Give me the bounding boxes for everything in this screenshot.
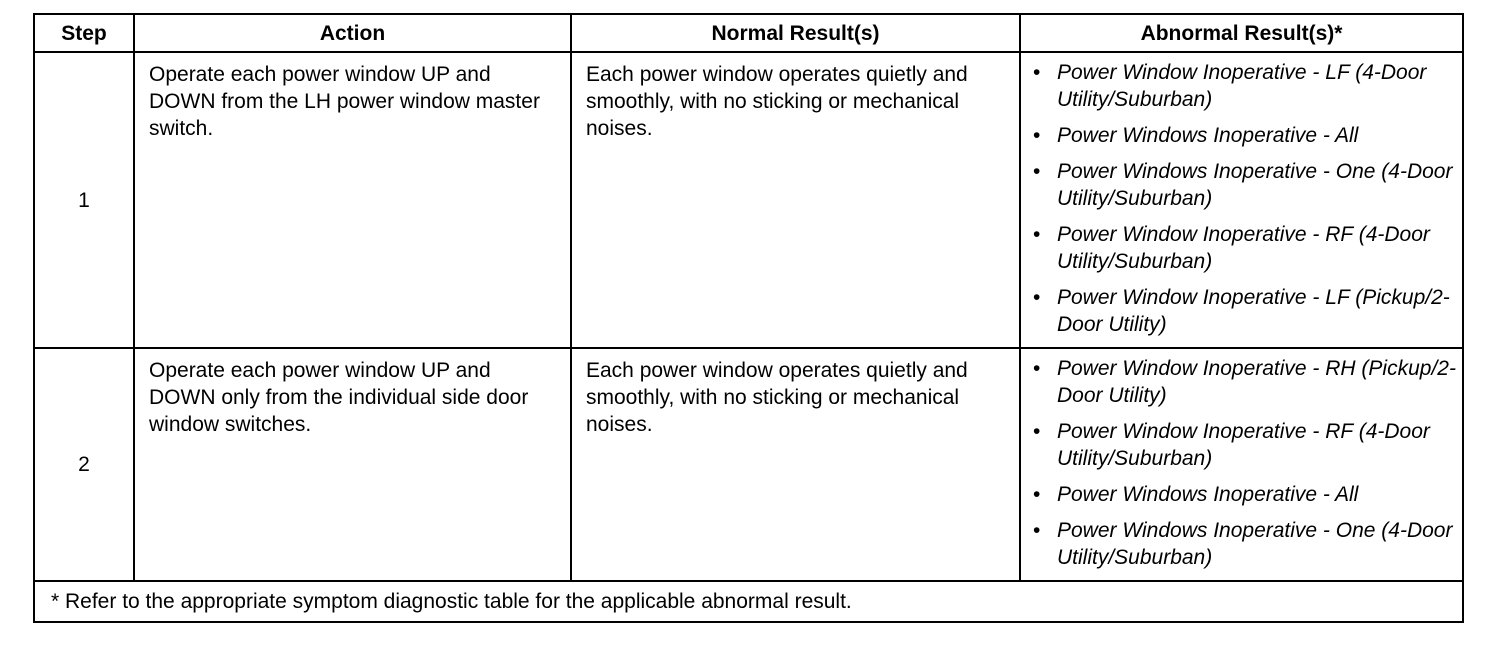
abnormal-result-item xyxy=(1033,517,1456,571)
step-number: 2 xyxy=(34,348,134,581)
abnormal-results-list xyxy=(1033,59,1456,338)
abnormal-result-item xyxy=(1033,122,1456,149)
abnormal-result-item xyxy=(1033,355,1456,409)
bullet-icon: • xyxy=(1033,519,1041,542)
action-text: Operate each power window UP and DOWN from the LH power window master switch. xyxy=(134,52,571,348)
abnormal-result-link[interactable]: Power Windows Inoperative - One (4-Door Utility/Suburban) xyxy=(1057,519,1453,569)
abnormal-result-item xyxy=(1033,481,1456,508)
bullet-icon: • xyxy=(1033,160,1041,183)
footnote-row xyxy=(34,581,1463,622)
abnormal-result-link[interactable]: Power Window Inoperative - RF (4-Door Utility/Suburban) xyxy=(1057,420,1430,470)
step-number: 1 xyxy=(34,52,134,348)
header-normal-results: Normal Result(s) xyxy=(571,14,1020,52)
header-abnormal-results: Abnormal Result(s)* xyxy=(1020,14,1463,52)
bullet-icon: • xyxy=(1033,223,1041,246)
abnormal-result-link[interactable]: Power Window Inoperative - RH (Pickup/2-Door Utility) xyxy=(1057,357,1456,407)
abnormal-result-item xyxy=(1033,158,1456,212)
footnote: * Refer to the appropriate symptom diagnostic table for the applicable abnormal result. xyxy=(34,581,1463,622)
header-row xyxy=(34,14,1463,52)
abnormal-result-link[interactable]: Power Windows Inoperative - All xyxy=(1057,124,1359,147)
abnormal-results-cell xyxy=(1020,348,1463,581)
bullet-icon: • xyxy=(1033,420,1041,443)
bullet-icon: • xyxy=(1033,483,1041,506)
diagnostic-table xyxy=(33,13,1464,623)
header-step: Step xyxy=(34,14,134,52)
table-row xyxy=(34,52,1463,348)
normal-result-text: Each power window operates quietly and smoothly, with no sticking or mechanical noises. xyxy=(571,52,1020,348)
bullet-icon: • xyxy=(1033,61,1041,84)
action-text: Operate each power window UP and DOWN only from the individual side door window switches. xyxy=(134,348,571,581)
abnormal-results-cell xyxy=(1020,52,1463,348)
abnormal-result-link[interactable]: Power Window Inoperative - RF (4-Door Utility/Suburban) xyxy=(1057,223,1430,273)
abnormal-result-link[interactable]: Power Windows Inoperative - One (4-Door Utility/Suburban) xyxy=(1057,160,1453,210)
bullet-icon: • xyxy=(1033,124,1041,147)
bullet-icon: • xyxy=(1033,357,1041,380)
bullet-icon: • xyxy=(1033,286,1041,309)
abnormal-result-item xyxy=(1033,418,1456,472)
normal-result-text: Each power window operates quietly and smoothly, with no sticking or mechanical noises. xyxy=(571,348,1020,581)
abnormal-results-list xyxy=(1033,355,1456,571)
abnormal-result-link[interactable]: Power Window Inoperative - LF (4-Door Utility/Suburban) xyxy=(1057,61,1427,111)
abnormal-result-item xyxy=(1033,221,1456,275)
abnormal-result-link[interactable]: Power Windows Inoperative - All xyxy=(1057,483,1359,506)
abnormal-result-item xyxy=(1033,59,1456,113)
header-action: Action xyxy=(134,14,571,52)
abnormal-result-item xyxy=(1033,284,1456,338)
table-row xyxy=(34,348,1463,581)
abnormal-result-link[interactable]: Power Window Inoperative - LF (Pickup/2-Door Utility) xyxy=(1057,286,1450,336)
